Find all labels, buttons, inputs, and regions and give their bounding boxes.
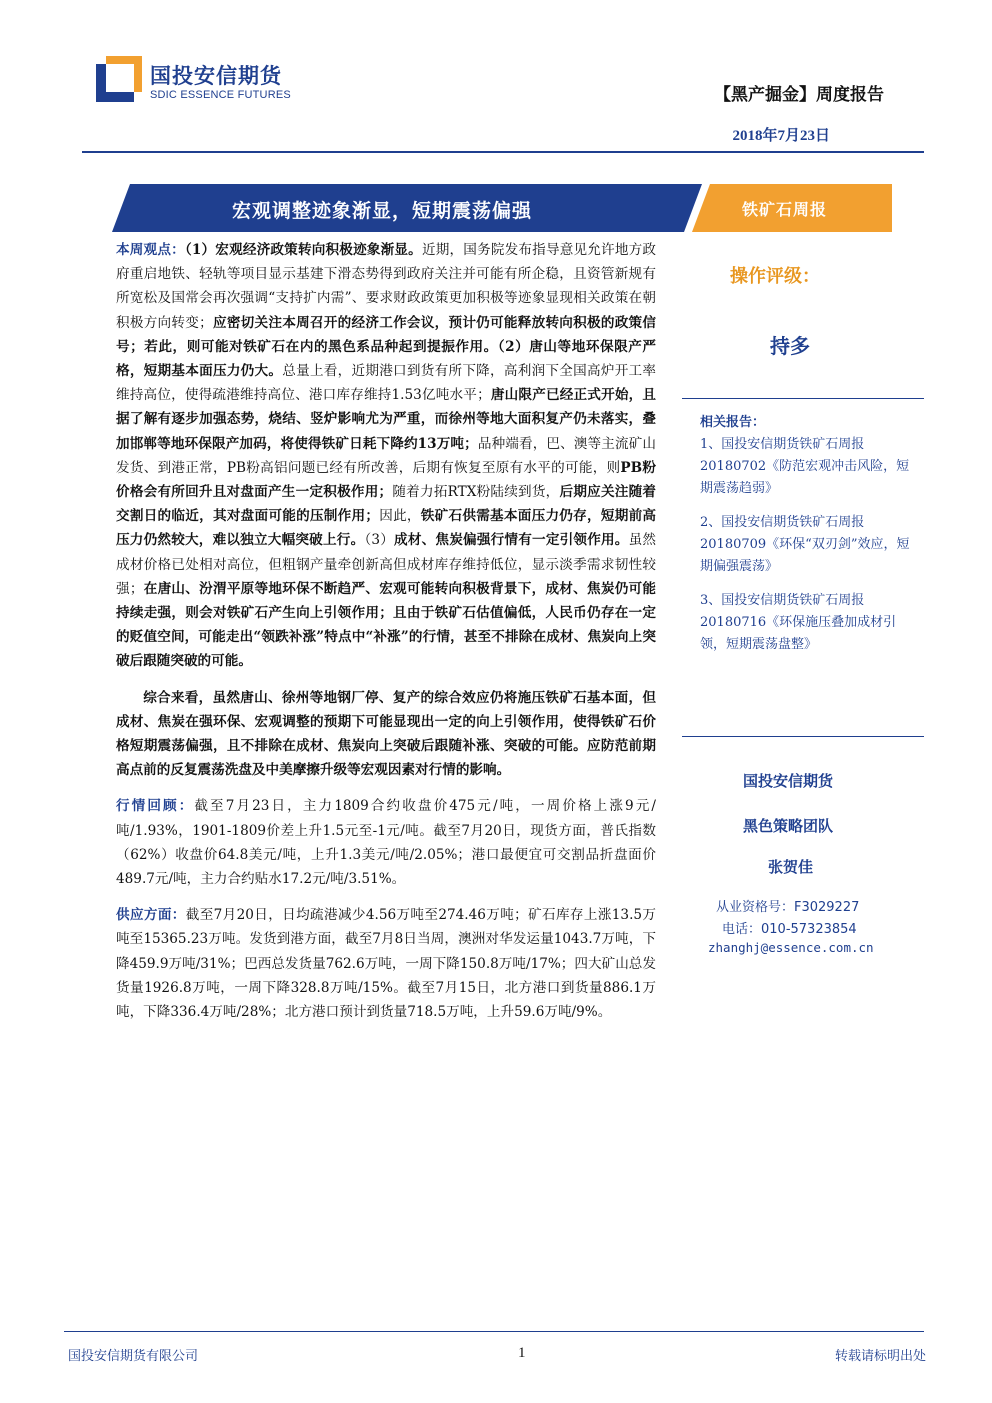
weekly-view-run: 成材、焦炭偏强行情有一定引领作用。: [394, 532, 629, 549]
phone-number: 电话：010-57323854: [722, 922, 857, 937]
weekly-view-run: 铁矿石供需基本面压力仍存，短期前高压力仍然较大，难以独立大幅突破上行。: [116, 508, 657, 549]
related-report-item[interactable]: 3、国投安信期货铁矿石周报20180716《环保施压叠加成材引领，短期震荡盘整》: [700, 593, 897, 652]
weekly-view-run: 因此，: [378, 508, 421, 525]
weekly-view-run: 唐山限产已经正式开始，且据了解有逐步加强态势，烧结、竖炉影响尤为严重，而徐州等地大面积复产仍未落实，叠加邯郸等地环保限产加码，将使得铁矿日耗下降约13万吨；: [116, 387, 657, 452]
header-divider: [82, 151, 924, 153]
rating-label: 操作评级：: [730, 266, 820, 287]
related-report-item[interactable]: 1、国投安信期货铁矿石周报20180702《防范宏观冲击风险，短期震荡趋弱》: [700, 437, 910, 496]
weekly-view-text: [116, 242, 656, 669]
weekly-view-run: 总量上看，近期港口到货有所下降，高利润下全国高炉开工率维持高位，使得疏港维持高位、港口库存维持1.53亿吨水平；: [116, 363, 656, 404]
weekly-view-run: PB粉价格会有所回升且对盘面产生一定积极作用；: [116, 459, 656, 501]
weekly-view-run: （1）宏观经济政策转向积极迹象渐显。: [184, 242, 422, 258]
company-name-en: SDIC ESSENCE FUTURES: [150, 89, 291, 101]
license-number: 从业资格号：F3029227: [716, 900, 860, 915]
summary-text: 综合来看，虽然唐山、徐州等地钢厂停、复产的综合效应仍将施压铁矿石基本面，但成材、焦炭在强环保、宏观调整的预期下可能显现出一定的向上引领作用，使得铁矿石价格短期震荡偏强，且不排除在成材、焦炭向上突破后跟随补涨、突破的可能。应防范前期高点前的反复震荡洗盘及中美摩擦升级等宏观因素对行情的影响。: [116, 689, 656, 779]
report-title: 宏观调整迹象渐显，短期震荡偏强: [232, 200, 533, 222]
report-date: 2018年7月23日: [732, 128, 830, 144]
market-review-paragraph: [116, 794, 656, 891]
summary-paragraph: [116, 686, 656, 783]
report-category: 铁矿石周报: [742, 200, 828, 219]
weekly-view-run: （3）: [364, 532, 395, 549]
market-review-text: 截至7月23日，主力1809合约收盘价475元/吨，一周价格上涨9元/吨/1.93%，1901-1809价差上升1.5元至-1元/吨。截至7月20日，现货方面，普氏指数（62%）收盘价64.8美元/吨，上升1.3美元/吨/2.05%；港口最便宜可交割品折盘面价489.7元/吨，主力合约贴水17.2元/吨/3.51%。: [116, 798, 656, 888]
footer-divider: [64, 1331, 924, 1332]
rating-value: 持多: [770, 334, 810, 358]
author-company: 国投安信期货: [743, 772, 834, 790]
weekly-view-run: 随着力拓RTX粉陆续到货，: [392, 484, 560, 501]
supply-label: 供应方面：: [116, 907, 186, 924]
related-reports: [700, 412, 912, 656]
related-reports-header: 相关报告：: [700, 415, 766, 430]
weekly-view-label: 本周观点：: [116, 242, 185, 258]
sidebar-divider: [682, 398, 924, 399]
email-link[interactable]: zhanghj@essence.com.cn: [708, 940, 874, 955]
supply-paragraph: [116, 903, 656, 1024]
company-logo-icon: [96, 56, 142, 102]
weekly-view-run: 虽然成材价格已处相对高位，但粗钢产量牵创新高但成材库存维持低位，显示淡季需求韧性较强；: [116, 532, 657, 597]
report-type: 【黑产掘金】周度报告: [714, 85, 884, 105]
footer-company: 国投安信期货有限公司: [68, 1349, 199, 1364]
weekly-view-run: 后期应关注随着交割日的临近，其对盘面可能的压制作用；: [116, 484, 657, 525]
company-name-cn: 国投安信期货: [150, 64, 282, 88]
weekly-view-run: 应密切关注本周召开的经济工作会议，预计仍可能释放转向积极的政策信号；若此，则可能对铁矿石在内的黑色系品种起到提振作用。（2）唐山等地环保限产严格，短期基本面压力仍大。: [116, 314, 657, 380]
related-report-item[interactable]: 2、国投安信期货铁矿石周报20180709《环保“双刃剑”效应，短期偏强震荡》: [700, 515, 910, 574]
footer-notice: 转载请标明出处: [834, 1349, 926, 1364]
weekly-view-run: 在唐山、汾渭平原等地环保不断趋严、宏观可能转向积极背景下，成材、焦炭仍可能持续走强，则会对铁矿石产生向上引领作用；且由于铁矿石估值偏低，人民币仍存在一定的贬值空间，可能走出“领跌补涨”特点中“补涨”的行情，甚至不排除在成材、焦炭向上突破后跟随突破的可能。: [116, 580, 657, 670]
sidebar-divider: [682, 736, 924, 737]
analyst-name: 张贺佳: [768, 858, 814, 876]
market-review-label: 行情回顾：: [116, 798, 195, 815]
main-content: [116, 238, 656, 1024]
weekly-view-run: 品种端看，巴、澳等主流矿山发货、到港正常，PB粉高铝问题已经有所改善，后期有恢复至原有水平的可能，则: [116, 435, 656, 476]
author-team: 黑色策略团队: [743, 817, 834, 835]
page-number: 1: [518, 1345, 526, 1361]
supply-text: 截至7月20日，日均疏港减少4.56万吨至274.46万吨；矿石库存上涨13.5万吨至15365.23万吨。发货到港方面，截至7月8日当周，澳洲对华发运量1043.7万吨，下降459.9万吨/31%；巴西总发货量762.6万吨，一周下降150.8万吨/17%；四大矿山总发货量1926.8万吨，一周下降328.8万吨/15%。截至7月15日，北方港口到货量886.1万吨，下降336.4万吨/28%；北方港口预计到货量718.5万吨，上升59.6万吨/9%。: [116, 907, 657, 1021]
weekly-view-paragraph: [116, 238, 656, 674]
weekly-view-run: 近期，国务院发布指导意见允许地方政府重启地铁、轻轨等项目显示基建下滑态势得到政府关注并可能有所企稳，且资管新规有所宽松及国常会再次强调“支持扩内需”、要求财政政策更加积极等迹象显现相关政策在朝积极方向转变；: [116, 242, 656, 331]
